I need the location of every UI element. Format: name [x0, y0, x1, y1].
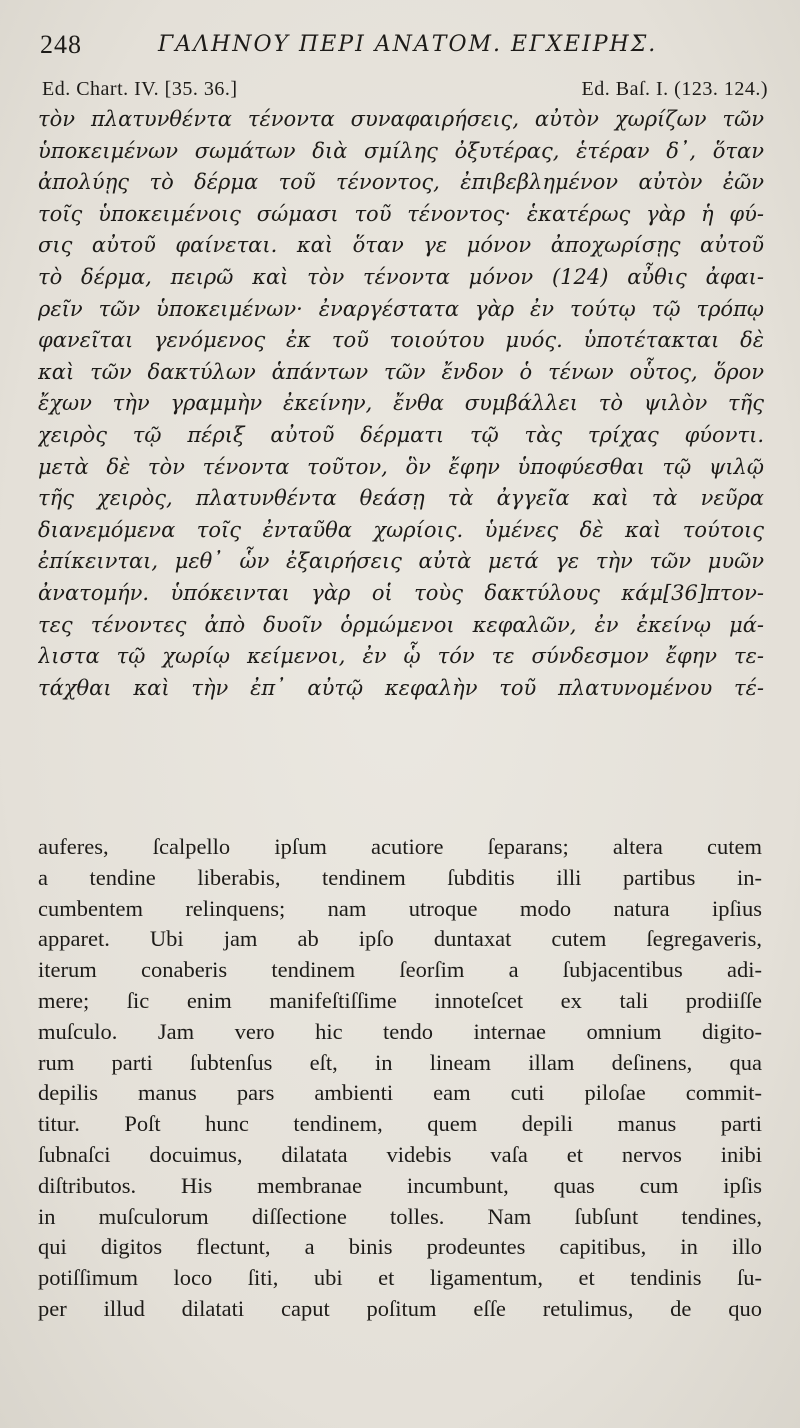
greek-line: φανεῖται γενόμενος ἐκ τοῦ τοιούτου μυός. ὑποτέτακται δὲ: [38, 328, 764, 353]
latin-line: in muſculorum diſſectione tolles. Nam ſubſunt tendines,: [38, 1203, 762, 1229]
running-head: [40, 30, 770, 64]
greek-line: ἔχων τὴν γραμμὴν ἐκείνην, ἔνθα συμβάλλει τὸ ψιλὸν τῆς: [38, 391, 764, 416]
greek-line: λιστα τῷ χωρίῳ κείμενοι, ἐν ᾧ τόν τε σύνδεσμον ἔφην τε-: [38, 644, 764, 669]
latin-text-block: [38, 832, 762, 1325]
greek-line: καὶ τῶν δακτύλων ἁπάντων τῶν ἔνδον ὁ τένων οὗτος, ὅρον: [38, 359, 764, 384]
greek-line: τάχθαι καὶ τὴν ἐπ᾽ αὐτῷ κεφαλὴν τοῦ πλατυνομένου τέ-: [38, 675, 764, 700]
greek-line: ρεῖν τῶν ὑποκειμένων· ἐναργέστατα γὰρ ἐν τούτῳ τῷ τρόπῳ: [38, 296, 764, 321]
edition-chartier-reference: Ed. Chart. IV. [35. 36.]: [42, 78, 238, 100]
greek-line: τὸν πλατυνθέντα τένοντα συναφαιρήσεις, αὐτὸν χωρίζων τῶν: [38, 107, 764, 131]
latin-line: iterum conaberis tendinem ſeorſim a ſubjacentibus adi-: [38, 957, 762, 983]
page-number: 248: [40, 30, 82, 59]
latin-line: muſculo. Jam vero hic tendo internae omnium digito-: [38, 1018, 762, 1044]
latin-line: depilis manus pars ambienti eam cuti piloſae commit-: [38, 1080, 762, 1106]
latin-line: titur. Poſt hunc tendinem, quem depili manus parti: [38, 1111, 762, 1137]
latin-line: cumbentem relinquens; nam utroque modo natura ipſius: [38, 895, 762, 921]
greek-line: ὑποκειμένων σωμάτων διὰ σμίλης ὀξυτέρας, ἑτέραν δ᾽, ὅταν: [38, 138, 764, 163]
latin-line: per illud dilatati caput poſitum eſſe retulimus, de quo: [38, 1295, 762, 1321]
latin-line: a tendine liberabis, tendinem ſubditis illi partibus in-: [38, 864, 762, 890]
latin-line: apparet. Ubi jam ab ipſo duntaxat cutem ſegregaveris,: [38, 926, 762, 952]
greek-line: τες τένοντες ἀπὸ δυοῖν ὁρμώμενοι κεφαλῶν, ἐν ἐκείνῳ μά-: [38, 612, 764, 637]
latin-line: auferes, ſcalpello ipſum acutiore ſeparans; altera cutem: [38, 834, 762, 859]
greek-line: τὸ δέρμα, πειρῶ καὶ τὸν τένοντα μόνον (124) αὖθις ἀφαι-: [38, 264, 764, 289]
greek-line: μετὰ δὲ τὸν τένοντα τοῦτον, ὃν ἔφην ὑποφύεσθαι τῷ ψιλῷ: [38, 454, 764, 479]
edition-basel-reference: Ed. Baſ. I. (123. 124.): [581, 78, 768, 100]
greek-line: ἐπίκεινται, μεθ᾽ ὧν ἐξαιρήσεις αὐτὰ μετά γε τὴν τῶν μυῶν: [38, 549, 764, 574]
greek-line: σις αὐτοῦ φαίνεται. καὶ ὅταν γε μόνον ἀποχωρίσῃς αὐτοῦ: [38, 233, 764, 258]
latin-line: rum parti ſubtenſus eſt, in lineam illam deſinens, qua: [38, 1049, 762, 1075]
greek-text-block: [38, 104, 764, 704]
greek-line: ἀπολύῃς τὸ δέρμα τοῦ τένοντος, ἐπιβεβλημένον αὐτὸν ἐῶν: [38, 170, 764, 195]
greek-line: τῆς χειρὸς, πλατυνθέντα θεάσῃ τὰ ἀγγεῖα καὶ τὰ νεῦρα: [38, 486, 764, 511]
latin-line: mere; ſic enim manifeſtiſſime innoteſcet ex tali prodiiſſe: [38, 987, 762, 1013]
greek-line: διανεμόμενα τοῖς ἐνταῦθα χωρίοις. ὑμένες δὲ καὶ τούτοις: [38, 517, 764, 542]
greek-line: ἀνατομήν. ὑπόκεινται γὰρ οἱ τοὺς δακτύλους κάμ[36]πτον-: [38, 580, 764, 605]
latin-line: potiſſimum loco ſiti, ubi et ligamentum, et tendinis ſu-: [38, 1265, 762, 1291]
latin-line: diſtributos. His membranae incumbunt, quas cum ipſis: [38, 1172, 762, 1198]
greek-line: τοῖς ὑποκειμένοις σώμασι τοῦ τένοντος· ἑκατέρως γὰρ ἡ φύ-: [38, 201, 764, 226]
latin-line: ſubnaſci docuimus, dilatata videbis vaſa et nervos inibi: [38, 1141, 762, 1167]
latin-line: qui digitos flectunt, a binis prodeuntes capitibus, in illo: [38, 1234, 762, 1260]
greek-line: χειρὸς τῷ πέριξ αὐτοῦ δέρματι τῷ τὰς τρίχας φύοντι.: [38, 422, 764, 447]
running-title: ΓΑΛΗΝΟΥ ΠΕΡΙ ΑΝΑΤΟΜ. ΕΓΧΕΙΡΗΣ.: [158, 32, 658, 57]
edition-reference-line: [42, 78, 768, 104]
